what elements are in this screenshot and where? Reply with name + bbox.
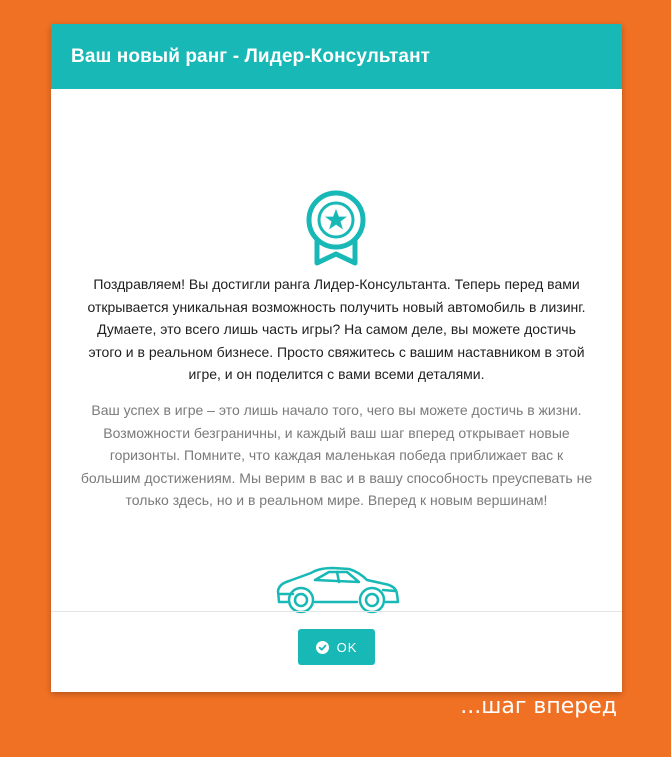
ok-button[interactable] [298,629,375,665]
modal-body [51,89,622,610]
rank-up-modal [51,24,622,692]
modal-header [51,24,622,89]
ok-button-label: OK [336,639,358,655]
modal-title: Ваш новый ранг - Лидер-Консультант [71,45,431,67]
congrats-text: Поздравляем! Вы достигли ранга Лидер-Консультанта. Теперь перед вами открывается уникальная возможность получить новый автомобиль в лизинг. Думаете, это всего лишь часть игры? На самом деле, вы можете достичь этого и в реальном бизнесе. Просто свяжитесь с вашим наставником в этой игре, и он поделится с вами всеми деталями. [87,276,586,382]
check-circle-icon [316,641,329,654]
footer-divider [51,611,622,612]
background-tagline: ...шаг вперед [460,694,617,719]
award-ribbon-icon [304,188,368,271]
motivation-text: Ваш успех в игре – это лишь начало того, чего вы можете достичь в жизни. Возможности безграничны, и каждый ваш шаг вперед открывает новые горизонты. Помните, что каждая маленькая победа приближает вас к большим достижениям. Мы верим в вас и в вашу способность преуспевать не только здесь, но и в реальном мире. Вперед к новым вершинам! [80,402,593,508]
